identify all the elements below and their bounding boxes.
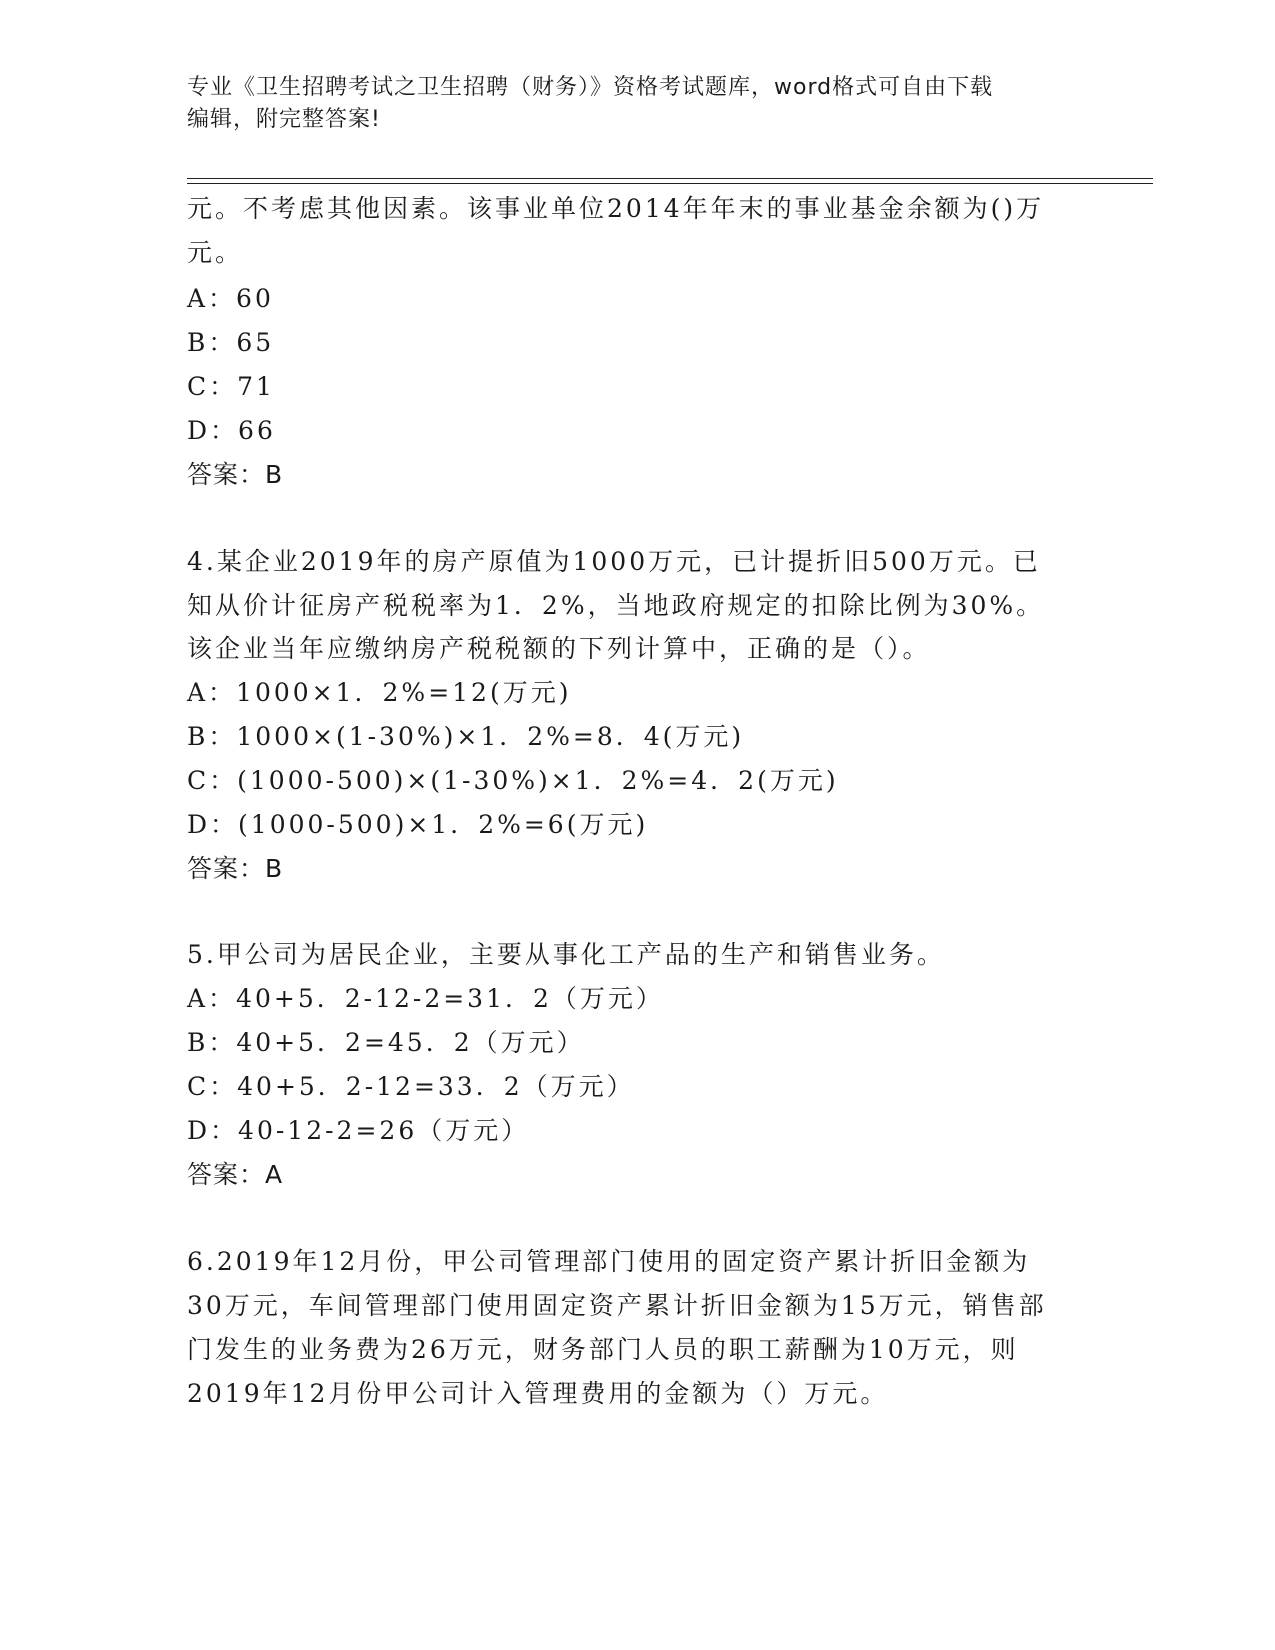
question-3-stem-line-2: 元。 [187,238,244,267]
question-5-answer: 答案：A [187,1160,284,1189]
question-5-option-c: C：40+5．2-12=33．2（万元） [187,1072,635,1101]
question-5-option-d: D：40-12-2=26（万元） [187,1116,530,1145]
question-5-stem-line-1: 5.甲公司为居民企业，主要从事化工产品的生产和销售业务。 [187,940,945,969]
question-4-option-d: D：(1000-500)×1．2%=6(万元) [187,810,649,839]
question-4-option-b: B：1000×(1-30%)×1．2%=8．4(万元) [187,722,745,751]
header-line-1: 专业《卫生招聘考试之卫生招聘（财务）》资格考试题库，word格式可自由下载 [187,75,994,100]
question-6-stem-line-1: 6.2019年12月份，甲公司管理部门使用的固定资产累计折旧金额为 [187,1247,1031,1276]
question-4-option-c: C：(1000-500)×(1-30%)×1．2%=4．2(万元) [187,766,839,795]
header-divider-top [187,178,1153,179]
question-6-stem-line-2: 30万元，车间管理部门使用固定资产累计折旧金额为15万元，销售部 [187,1291,1047,1320]
question-4-stem-line-2: 知从价计征房产税税率为1．2%，当地政府规定的扣除比例为30%。 [187,591,1045,620]
question-4-stem-line-3: 该企业当年应缴纳房产税税额的下列计算中，正确的是（）。 [187,634,931,663]
question-6-stem-line-3: 门发生的业务费为26万元，财务部门人员的职工薪酬为10万元，则 [187,1335,1019,1364]
question-3-option-c: C：71 [187,372,275,401]
question-4-option-a: A：1000×1．2%=12(万元) [187,678,572,707]
question-4-answer: 答案：B [187,854,284,883]
question-6-stem-line-4: 2019年12月份甲公司计入管理费用的金额为（）万元。 [187,1379,889,1408]
question-3-stem-line-1: 元。不考虑其他因素。该事业单位2014年年末的事业基金余额为()万 [187,194,1045,223]
document-header [187,72,1087,136]
question-3-option-d: D：66 [187,416,276,445]
question-3-option-b: B：65 [187,328,275,357]
question-5-option-a: A：40+5．2-12-2=31．2（万元） [187,984,664,1013]
question-4-stem-line-1: 4.某企业2019年的房产原值为1000万元，已计提折旧500万元。已 [187,547,1041,576]
header-line-2: 编辑，附完整答案! [187,107,381,132]
question-5-option-b: B：40+5．2=45．2（万元） [187,1028,585,1057]
header-divider-bottom [187,183,1153,184]
question-3-answer: 答案：B [187,460,284,489]
question-3-option-a: A：60 [187,284,274,313]
